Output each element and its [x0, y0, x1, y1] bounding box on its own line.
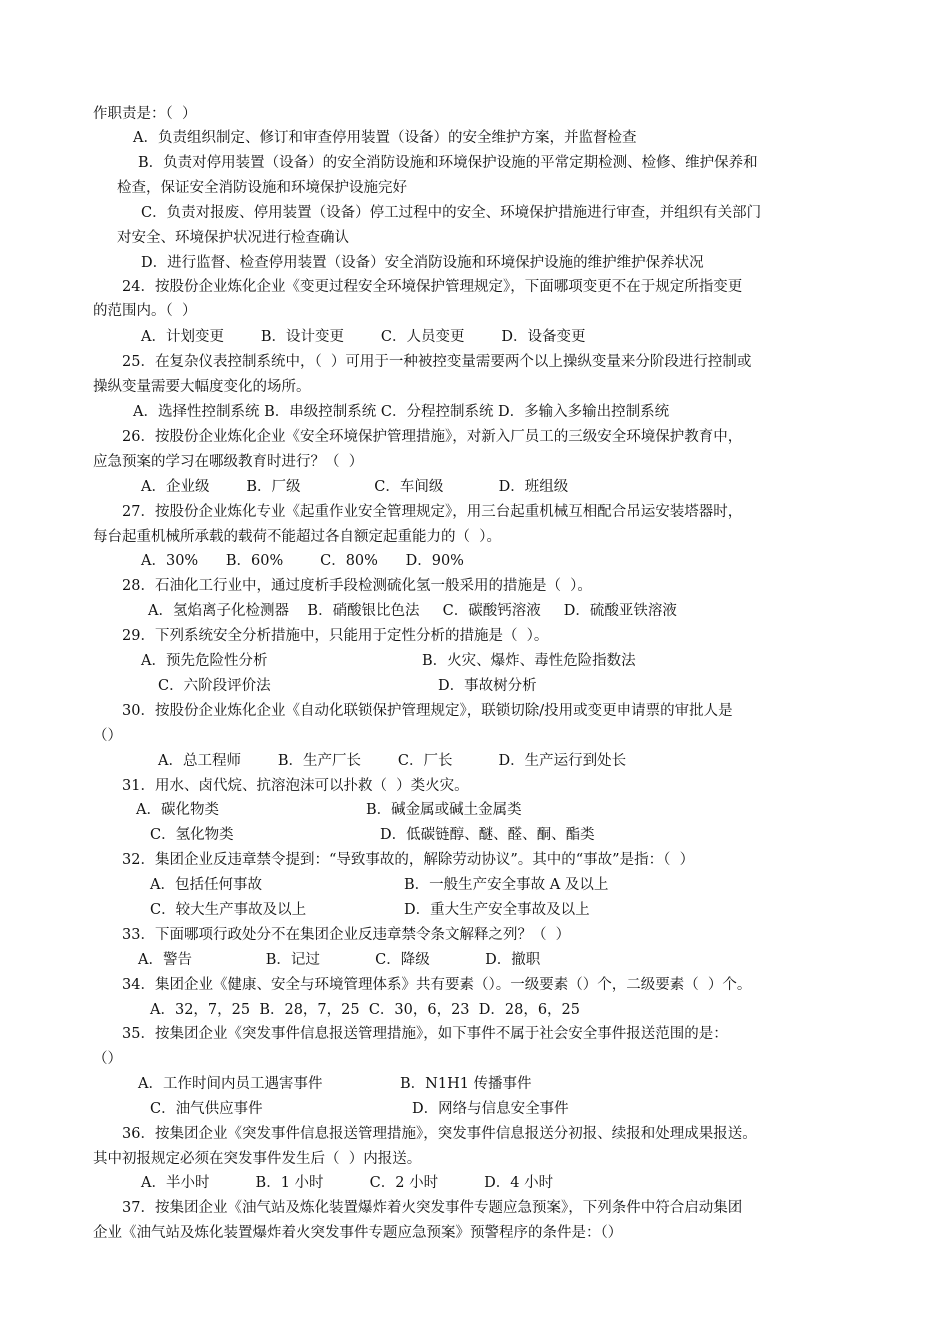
option-a: A．工作时间内员工遇害事件	[138, 1076, 323, 1092]
option-line: A．警告 B．记过 C．降级 D．撤职	[138, 952, 541, 968]
option-c: C．油气供应事件	[150, 1101, 263, 1117]
option-line: B．负责对停用装置（设备）的安全消防设施和环境保护设施的平常定期检测、检修、维护保养和	[138, 155, 758, 171]
question-25: 25．在复杂仪表控制系统中，（ ）可用于一种被控变量需要两个以上操纵变量来分阶段进行控制或	[122, 354, 752, 370]
question-34: 34．集团企业《健康、安全与环境管理体系》共有要素（）。一级要素（）个，二级要素（ ）个。	[122, 977, 752, 993]
option-d: D．网络与信息安全事件	[412, 1101, 569, 1117]
option-a: A．预先危险性分析	[141, 653, 268, 669]
text-line: 对安全、环境保护状况进行检查确认	[117, 230, 349, 246]
text-line: 其中初报规定必须在突发事件发生后（ ）内报送。	[93, 1151, 422, 1167]
text-line: 每台起重机械所承载的载荷不能超过各自额定起重能力的（ ）。	[93, 529, 501, 545]
option-line: D．进行监督、检查停用装置（设备）安全消防设施和环境保护设施的维护维护保养状况	[141, 255, 704, 271]
text-line: 检查，保证安全消防设施和环境保护设施完好	[117, 180, 407, 196]
option-line: A．计划变更 B．设计变更 C．人员变更 D．设备变更	[141, 329, 586, 345]
question-30: 30．按股份企业炼化企业《自动化联锁保护管理规定》，联锁切除/投用或变更申请票的审批人是	[122, 703, 733, 719]
option-d: D．低碳链醇、醚、醛、酮、酯类	[380, 827, 595, 843]
question-32: 32．集团企业反违章禁令提到：“导致事故的，解除劳动协议”。其中的“事故”是指：（ ）	[122, 852, 695, 868]
text-line: 企业《油气站及炼化装置爆炸着火突发事件专题应急预案》预警程序的条件是：（）	[93, 1225, 623, 1241]
option-b: B．火灾、爆炸、毒性危险指数法	[422, 653, 636, 669]
text-line: 操纵变量需要大幅度变化的场所。	[93, 379, 311, 395]
question-37: 37．按集团企业《油气站及炼化装置爆炸着火突发事件专题应急预案》，下列条件中符合启动集团	[122, 1200, 743, 1216]
option-line: C．负责对报废、停用装置（设备）停工过程中的安全、环境保护措施进行审查，并组织有关部门	[141, 205, 762, 221]
option-b: B．N1H1 传播事件	[400, 1076, 532, 1092]
question-35: 35．按集团企业《突发事件信息报送管理措施》，如下事件不属于社会安全事件报送范围的是：	[122, 1026, 728, 1042]
option-d: D．事故树分析	[438, 678, 537, 694]
question-27: 27．按股份企业炼化专业《起重作业安全管理规定》，用三台起重机械互相配合吊运安装塔器时，	[122, 504, 743, 520]
text-line: 应急预案的学习在哪级教育时进行？（ ）	[93, 454, 364, 470]
option-b: B．碱金属或碱土金属类	[366, 802, 522, 818]
question-36: 36．按集团企业《突发事件信息报送管理措施》，突发事件信息报送分初报、续报和处理成果报送。	[122, 1126, 757, 1142]
option-d: D．重大生产安全事故及以上	[404, 902, 590, 918]
option-c: C．氢化物类	[150, 827, 234, 843]
text-line: 的范围内。（ ）	[93, 303, 197, 319]
text-line: 作职责是：（ ）	[93, 106, 197, 122]
question-31: 31．用水、卤代烷、抗溶泡沫可以扑救（ ）类火灾。	[122, 778, 469, 794]
option-line: A．企业级 B．厂级 C．车间级 D．班组级	[141, 479, 569, 495]
option-line: A．总工程师 B．生产厂长 C．厂长 D．生产运行到处长	[158, 753, 627, 769]
text-line: （）	[93, 1051, 122, 1067]
option-b: B．一般生产安全事故 A 及以上	[404, 877, 609, 893]
question-33: 33．下面哪项行政处分不在集团企业反违章禁令条文解释之列？（ ）	[122, 927, 571, 943]
option-c: C．较大生产事故及以上	[150, 902, 307, 918]
option-c: C．六阶段评价法	[158, 678, 271, 694]
option-line: A．半小时 B．1 小时 C．2 小时 D．4 小时	[141, 1175, 554, 1191]
text-line: （）	[93, 728, 122, 744]
question-24: 24．按股份企业炼化企业《变更过程安全环境保护管理规定》，下面哪项变更不在于规定所指变更	[122, 279, 743, 295]
question-28: 28．石油化工行业中，通过度析手段检测硫化氢一般采用的措施是（ ）。	[122, 578, 592, 594]
option-a: A．碳化物类	[136, 802, 219, 818]
question-26: 26．按股份企业炼化企业《安全环境保护管理措施》，对新入厂员工的三级安全环境保护教育中，	[122, 429, 743, 445]
option-line: A．30% B．60% C．80% D．90%	[141, 553, 464, 569]
option-a: A．包括任何事故	[150, 877, 262, 893]
question-29: 29．下列系统安全分析措施中，只能用于定性分析的措施是（ ）。	[122, 628, 549, 644]
option-line: A．32，7，25 B．28，7，25 C．30，6，23 D．28，6，25	[150, 1002, 581, 1018]
option-line: A．负责组织制定、修订和审查停用装置（设备）的安全维护方案，并监督检查	[133, 130, 637, 146]
option-line: A．选择性控制系统 B．串级控制系统 C．分程控制系统 D．多输入多输出控制系统	[133, 404, 670, 420]
option-line: A．氢焰离子化检测器 B．硝酸银比色法 C．碳酸钙溶液 D．硫酸亚铁溶液	[148, 603, 677, 619]
